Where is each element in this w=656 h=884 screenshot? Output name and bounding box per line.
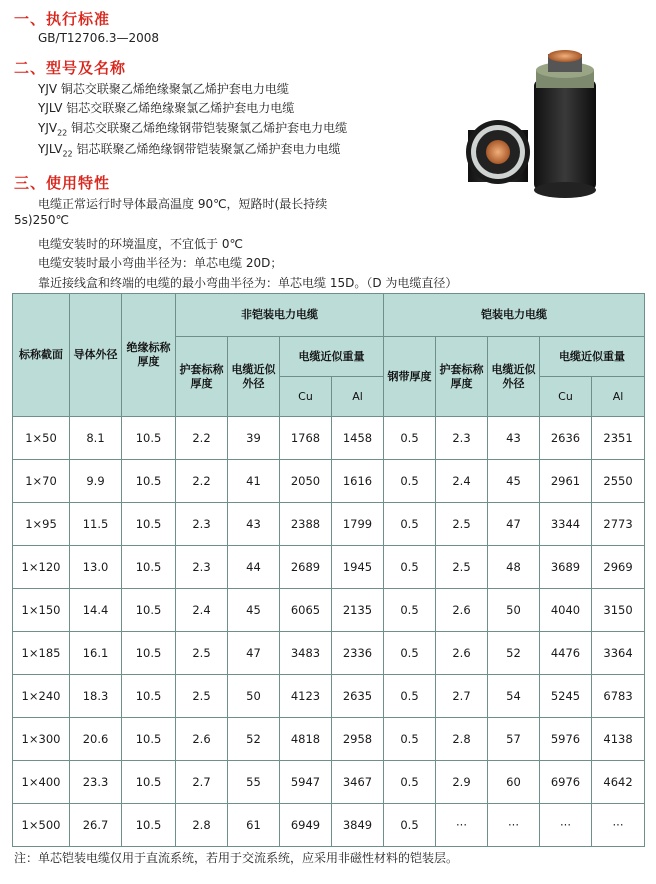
usage-line: 电缆正常运行时导体最高温度 90℃，短路时(最长持续 (38, 197, 328, 211)
table-cell: 41 (228, 460, 280, 503)
model-code: YJLV (38, 142, 63, 156)
table-cell: 2636 (540, 417, 592, 460)
table-cell: 52 (228, 718, 280, 761)
table-cell: 43 (228, 503, 280, 546)
usage-line: 电缆安装时最小弯曲半径为：单芯电缆 20D； (38, 256, 283, 270)
table-cell: 61 (228, 804, 280, 847)
header-armored: 铠装电力电缆 (384, 294, 645, 337)
table-cell: 0.5 (384, 546, 436, 589)
header-sheath-thickness: 护套标称厚度 (176, 337, 228, 417)
table-cell: 2135 (332, 589, 384, 632)
table-cell: 10.5 (122, 632, 176, 675)
spec-table (12, 293, 645, 847)
table-cell: 0.5 (384, 417, 436, 460)
table-cell: 2.4 (436, 460, 488, 503)
table-cell: 4642 (592, 761, 645, 804)
table-cell: 45 (228, 589, 280, 632)
table-cell: 5947 (280, 761, 332, 804)
table-cell: 2.7 (176, 761, 228, 804)
header-cu: Cu (280, 377, 332, 417)
table-cell: 3467 (332, 761, 384, 804)
table-cell: 3689 (540, 546, 592, 589)
table-cell: 1×400 (13, 761, 70, 804)
table-cell: 1×120 (13, 546, 70, 589)
table-cell: 8.1 (70, 417, 122, 460)
table-cell: 2351 (592, 417, 645, 460)
table-cell: 50 (488, 589, 540, 632)
table-cell: 2.4 (176, 589, 228, 632)
table-cell: 10.5 (122, 675, 176, 718)
table-cell: 0.5 (384, 675, 436, 718)
table-cell: 16.1 (70, 632, 122, 675)
table-cell: 2.5 (436, 546, 488, 589)
table-cell: 0.5 (384, 632, 436, 675)
table-cell: ··· (592, 804, 645, 847)
model-code: YJV (38, 121, 58, 135)
header-tape-thickness: 钢带厚度 (384, 337, 436, 417)
model-code: YJV (38, 82, 58, 96)
section-title-standard: 一、执行标准 (14, 10, 111, 28)
table-cell: 3344 (540, 503, 592, 546)
header-outer-diameter: 电缆近似外径 (488, 337, 540, 417)
model-code-subscript: 22 (62, 149, 73, 159)
table-cell: 13.0 (70, 546, 122, 589)
table-row (13, 632, 645, 675)
table-cell: 1458 (332, 417, 384, 460)
table-cell: 39 (228, 417, 280, 460)
header-al: Al (332, 377, 384, 417)
table-cell: 4476 (540, 632, 592, 675)
table-cell: 2.8 (436, 718, 488, 761)
header-section: 标称截面 (13, 294, 70, 417)
header-sheath-thickness: 护套标称厚度 (436, 337, 488, 417)
table-cell: 2550 (592, 460, 645, 503)
table-cell: 43 (488, 417, 540, 460)
header-unarmored: 非铠装电力电缆 (176, 294, 384, 337)
model-name: 铝芯联聚乙烯绝缘钢带铠装聚氯乙烯护套电力电缆 (76, 142, 341, 156)
table-cell: 23.3 (70, 761, 122, 804)
footnote: 注：单芯铠装电缆仅用于直流系统，若用于交流系统，应采用非磁性材料的铠装层。 (14, 851, 459, 865)
table-cell: 3849 (332, 804, 384, 847)
table-cell: 10.5 (122, 718, 176, 761)
table-cell: 1×70 (13, 460, 70, 503)
table-cell: 2.5 (176, 632, 228, 675)
model-name: 铜芯交联聚乙烯绝缘聚氯乙烯护套电力电缆 (60, 82, 289, 96)
section-title-usage: 三、使用特性 (14, 174, 111, 192)
table-cell: 2.2 (176, 460, 228, 503)
table-body (13, 417, 645, 847)
model-name: 铜芯交联聚乙烯绝缘钢带铠装聚氯乙烯护套电力电缆 (71, 121, 348, 135)
table-cell: 10.5 (122, 546, 176, 589)
table-cell: 47 (228, 632, 280, 675)
model-item (38, 140, 340, 158)
table-cell: 55 (228, 761, 280, 804)
table-cell: 2969 (592, 546, 645, 589)
table-row (13, 546, 645, 589)
table-row (13, 460, 645, 503)
cable-photo (462, 50, 642, 198)
table-cell: 2.2 (176, 417, 228, 460)
table-cell: 3150 (592, 589, 645, 632)
usage-line: 靠近接线盒和终端的电缆的最小弯曲半径为：单芯电缆 15D。（D 为电缆直径） (38, 276, 458, 290)
table-cell: 3364 (592, 632, 645, 675)
table-cell: 0.5 (384, 718, 436, 761)
model-name: 铝芯交联聚乙烯绝缘聚氯乙烯护套电力电缆 (66, 101, 295, 115)
table-cell: 47 (488, 503, 540, 546)
table-cell: 2.8 (176, 804, 228, 847)
table-cell: 2.3 (176, 503, 228, 546)
header-cu: Cu (540, 377, 592, 417)
standard-code: GB/T12706.3—2008 (38, 31, 160, 45)
table-cell: 5245 (540, 675, 592, 718)
table-cell: 2961 (540, 460, 592, 503)
table-cell: 10.5 (122, 804, 176, 847)
table-cell: 4138 (592, 718, 645, 761)
table-cell: 9.9 (70, 460, 122, 503)
table-cell: 1799 (332, 503, 384, 546)
table-cell: 2.5 (176, 675, 228, 718)
table-cell: 14.4 (70, 589, 122, 632)
table-cell: 20.6 (70, 718, 122, 761)
table-cell: 6976 (540, 761, 592, 804)
table-cell: ··· (436, 804, 488, 847)
table-cell: 2336 (332, 632, 384, 675)
table-cell: ··· (488, 804, 540, 847)
table-cell: 4123 (280, 675, 332, 718)
table-cell: 1768 (280, 417, 332, 460)
table-row (13, 589, 645, 632)
table-cell: 10.5 (122, 503, 176, 546)
table-row (13, 718, 645, 761)
table-cell: 0.5 (384, 761, 436, 804)
table-cell: 1×50 (13, 417, 70, 460)
table-cell: 26.7 (70, 804, 122, 847)
table-cell: 11.5 (70, 503, 122, 546)
table-cell: 18.3 (70, 675, 122, 718)
table-cell: 2.6 (436, 589, 488, 632)
model-item (38, 99, 294, 116)
table-cell: 1×240 (13, 675, 70, 718)
table-cell: 5976 (540, 718, 592, 761)
table-cell: 6065 (280, 589, 332, 632)
table-cell: 2.9 (436, 761, 488, 804)
model-code-subscript: 22 (57, 128, 68, 138)
table-cell: 2635 (332, 675, 384, 718)
table-cell: 6949 (280, 804, 332, 847)
table-cell: 1×500 (13, 804, 70, 847)
table-cell: 0.5 (384, 589, 436, 632)
table-cell: 10.5 (122, 417, 176, 460)
usage-line: 电缆安装时的环境温度，不宜低于 0℃ (38, 237, 243, 251)
table-cell: 52 (488, 632, 540, 675)
table-cell: 45 (488, 460, 540, 503)
table-cell: 2.3 (176, 546, 228, 589)
header-weight: 电缆近似重量 (280, 337, 384, 377)
table-cell: 10.5 (122, 761, 176, 804)
table-cell: 1×185 (13, 632, 70, 675)
table-cell: 48 (488, 546, 540, 589)
table-cell: 3483 (280, 632, 332, 675)
table-cell: 2.7 (436, 675, 488, 718)
table-row (13, 417, 645, 460)
header-al: Al (592, 377, 645, 417)
table-row (13, 503, 645, 546)
header-insulation-thickness: 绝缘标称厚度 (122, 294, 176, 417)
table-cell: 4040 (540, 589, 592, 632)
table-cell: 2773 (592, 503, 645, 546)
table-cell: 0.5 (384, 503, 436, 546)
table-cell: 4818 (280, 718, 332, 761)
table-cell: 2.6 (176, 718, 228, 761)
table-cell: 2.5 (436, 503, 488, 546)
table-cell: 2050 (280, 460, 332, 503)
usage-line: 5s)250℃ (14, 213, 69, 227)
table-cell: 44 (228, 546, 280, 589)
table-row (13, 804, 645, 847)
table-cell: 6783 (592, 675, 645, 718)
table-cell: 2958 (332, 718, 384, 761)
table-cell: 54 (488, 675, 540, 718)
table-cell: 1×300 (13, 718, 70, 761)
table-cell: ··· (540, 804, 592, 847)
table-cell: 0.5 (384, 460, 436, 503)
table-cell: 2689 (280, 546, 332, 589)
table-cell: 10.5 (122, 589, 176, 632)
table-cell: 1616 (332, 460, 384, 503)
table-cell: 2.3 (436, 417, 488, 460)
table-cell: 1×150 (13, 589, 70, 632)
table-cell: 1×95 (13, 503, 70, 546)
model-code: YJLV (38, 101, 63, 115)
table-cell: 0.5 (384, 804, 436, 847)
model-item (38, 119, 347, 137)
table-cell: 1945 (332, 546, 384, 589)
header-conductor-diameter: 导体外径 (70, 294, 122, 417)
table-cell: 50 (228, 675, 280, 718)
model-item (38, 80, 289, 97)
table-cell: 60 (488, 761, 540, 804)
table-row (13, 761, 645, 804)
table-cell: 2388 (280, 503, 332, 546)
table-cell: 57 (488, 718, 540, 761)
header-outer-diameter: 电缆近似外径 (228, 337, 280, 417)
table-row (13, 675, 645, 718)
header-weight: 电缆近似重量 (540, 337, 645, 377)
table-cell: 2.6 (436, 632, 488, 675)
section-title-models: 二、型号及名称 (14, 59, 127, 77)
table-cell: 10.5 (122, 460, 176, 503)
